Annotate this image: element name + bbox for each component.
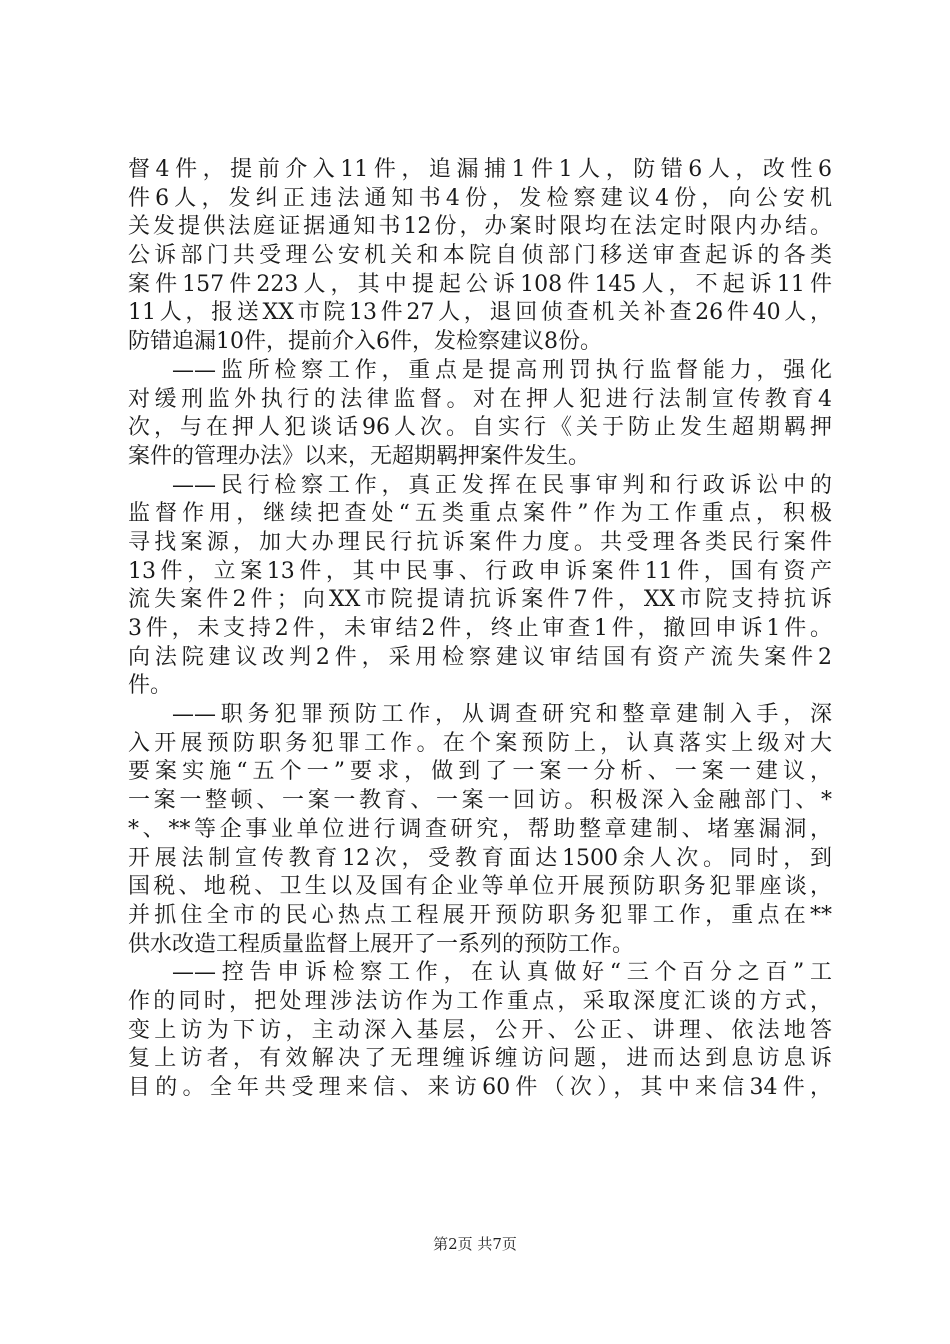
text-line: 11人，报送XX市院13件27人，退回侦查机关补查26件40人， bbox=[128, 300, 832, 326]
text-line: 并抓住全市的民心热点工程展开预防职务犯罪工作，重点在** bbox=[128, 902, 832, 928]
text-line: 入开展预防职务犯罪工作。在个案预防上，认真落实上级对大 bbox=[128, 730, 832, 756]
text-line: 寻找案源，加大办理民行抗诉案件力度。共受理各类民行案件 bbox=[128, 529, 832, 555]
text-line: ——职务犯罪预防工作，从调查研究和整章建制入手，深 bbox=[172, 702, 832, 728]
text-line: 监督作用，继续把查处“五类重点案件”作为工作重点，积极 bbox=[128, 501, 832, 527]
text-line: 公诉部门共受理公安机关和本院自侦部门移送审查起诉的各类 bbox=[128, 243, 832, 269]
text-line: 国税、地税、卫生以及国有企业等单位开展预防职务犯罪座谈， bbox=[128, 874, 832, 900]
text-line: 对缓刑监外执行的法律监督。对在押人犯进行法制宣传教育4 bbox=[128, 386, 832, 412]
text-line: 一案一整顿、一案一教育、一案一回访。积极深入金融部门、* bbox=[128, 788, 832, 814]
page-footer: 第2页 共7页 bbox=[433, 1235, 517, 1253]
text-line: 复上访者，有效解决了无理缠诉缠访问题，进而达到息访息诉 bbox=[128, 1046, 832, 1072]
text-line: 件6人，发纠正违法通知书4份，发检察建议4份，向公安机 bbox=[128, 185, 832, 211]
text-line: 案件的管理办法》以来，无超期羁押案件发生。 bbox=[128, 443, 591, 469]
text-line: *、**等企事业单位进行调查研究，帮助整章建制、堵塞漏洞， bbox=[128, 816, 832, 842]
text-line: 变上访为下访，主动深入基层，公开、公正、讲理、依法地答 bbox=[128, 1017, 832, 1043]
text-line: 13件，立案13件，其中民事、行政申诉案件11件，国有资产 bbox=[128, 558, 832, 584]
text-line: 防错追漏10件，提前介入6件，发检察建议8份。 bbox=[128, 329, 602, 355]
text-line: ——监所检察工作，重点是提高刑罚执行监督能力，强化 bbox=[172, 357, 832, 383]
text-line: 要案实施“五个一”要求，做到了一案一分析、一案一建议， bbox=[128, 759, 832, 785]
text-line: 件。 bbox=[128, 673, 173, 699]
text-line: 关发提供法庭证据通知书12份，办案时限均在法定时限内办结。 bbox=[128, 214, 832, 240]
text-line: 开展法制宣传教育12次，受教育面达1500余人次。同时，到 bbox=[128, 845, 832, 871]
text-line: 作的同时，把处理涉法访作为工作重点，采取深度汇谈的方式， bbox=[128, 988, 832, 1014]
text-line: ——民行检察工作，真正发挥在民事审判和行政诉讼中的 bbox=[172, 472, 832, 498]
text-line: 案件157件223人，其中提起公诉108件145人，不起诉11件 bbox=[128, 271, 832, 297]
document-body bbox=[128, 156, 832, 1103]
text-line: 次，与在押人犯谈话96人次。自实行《关于防止发生超期羁押 bbox=[128, 415, 832, 441]
text-line: 目的。全年共受理来信、来访60件（次），其中来信34件， bbox=[128, 1075, 832, 1100]
text-line: 流失案件2件；向XX市院提请抗诉案件7件，XX市院支持抗诉 bbox=[128, 587, 832, 613]
text-line: ——控告申诉检察工作，在认真做好“三个百分之百”工 bbox=[172, 960, 832, 986]
text-line: 供水改造工程质量监督上展开了一系列的预防工作。 bbox=[128, 931, 635, 957]
text-line: 向法院建议改判2件，采用检察建议审结国有资产流失案件2 bbox=[128, 644, 832, 670]
text-line: 督4件，提前介入11件，追漏捕1件1人，防错6人，改性6 bbox=[128, 157, 832, 182]
text-line: 3件，未支持2件，未审结2件，终止审查1件，撤回申诉1件。 bbox=[128, 616, 832, 641]
